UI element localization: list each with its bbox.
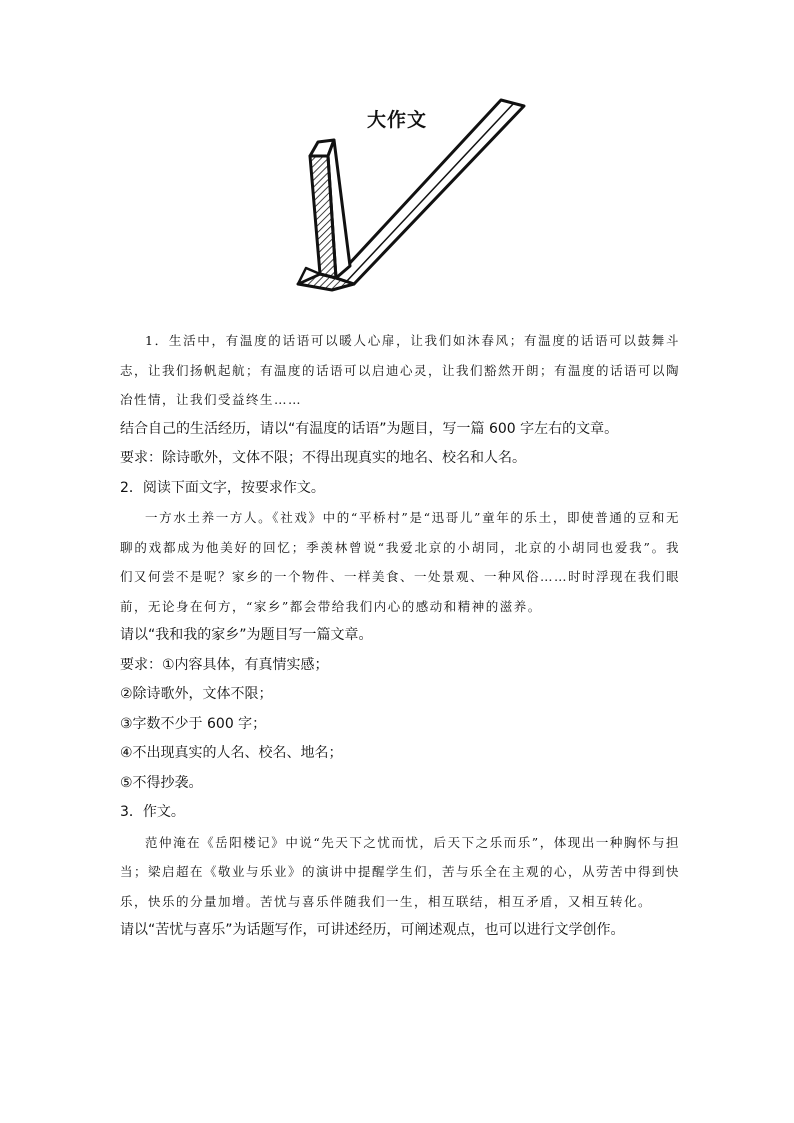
page-title: 大作文: [366, 109, 427, 131]
q3-task: 请以“苦忧与喜乐”为话题写作，可讲述经历，可阐述观点，也可以进行文学创作。: [120, 922, 625, 938]
q2-requirement-2: ②除诗歌外，文体不限；: [120, 686, 273, 702]
q1-quote: 1．生活中，有温度的话语可以暖人心扉，让我们如沐春风；有温度的话语可以鼓舞斗志，让我们扬帆起航；有温度的话语可以启迪心灵，让我们豁然开朗；有温度的话语可以陶冶性情，让我们受益终生……: [120, 333, 681, 407]
q2-heading: 2．阅读下面文字，按要求作文。: [120, 479, 325, 496]
q1-requirement: 要求：除诗歌外，文体不限；不得出现真实的地名、校名和人名。: [120, 450, 526, 466]
q3-quote: 范仲淹在《岳阳楼记》中说“先天下之忧而忧，后天下之乐而乐”，体现出一种胸怀与担当；梁启超在《敬业与乐业》的演讲中提醒学生们，苦与乐全在主观的心，从劳苦中得到快乐，快乐的分量加增。苦忧与喜乐伴随我们一生，相互联结，相互矛盾，又相互转化。: [120, 834, 681, 909]
q2-requirement-1: 要求：①内容具体，有真情实感；: [120, 656, 329, 673]
q3-heading: 3．作文。: [120, 804, 185, 820]
q2-quote: 一方水土养一方人。《社戏》中的“平桥村”是“迅哥儿”童年的乐土，即使普通的豆和无聊的戏都成为他美好的回忆；季羡林曾说“我爱北京的小胡同，北京的小胡同也爱我”。我们又何尝不是呢？家乡的一个物件、一样美食、一处景观、一种风俗……时时浮现在我们眼前，无论身在何方，“家乡”都会带给我们内心的感动和精神的滋养。: [120, 510, 681, 614]
q2-task: 请以“我和我的家乡”为题目写一篇文章。: [120, 627, 373, 643]
essay-prompts: [120, 326, 680, 946]
q2-requirement-3: ③字数不少于 600 字；: [120, 715, 267, 732]
q2-requirement-4: ④不出现真实的人名、校名、地名；: [120, 745, 343, 761]
q1-task: 结合自己的生活经历，请以“有温度的话语”为题目，写一篇 600 字左右的文章。: [120, 420, 619, 437]
q2-requirement-5: ⑤不得抄袭。: [120, 774, 203, 791]
